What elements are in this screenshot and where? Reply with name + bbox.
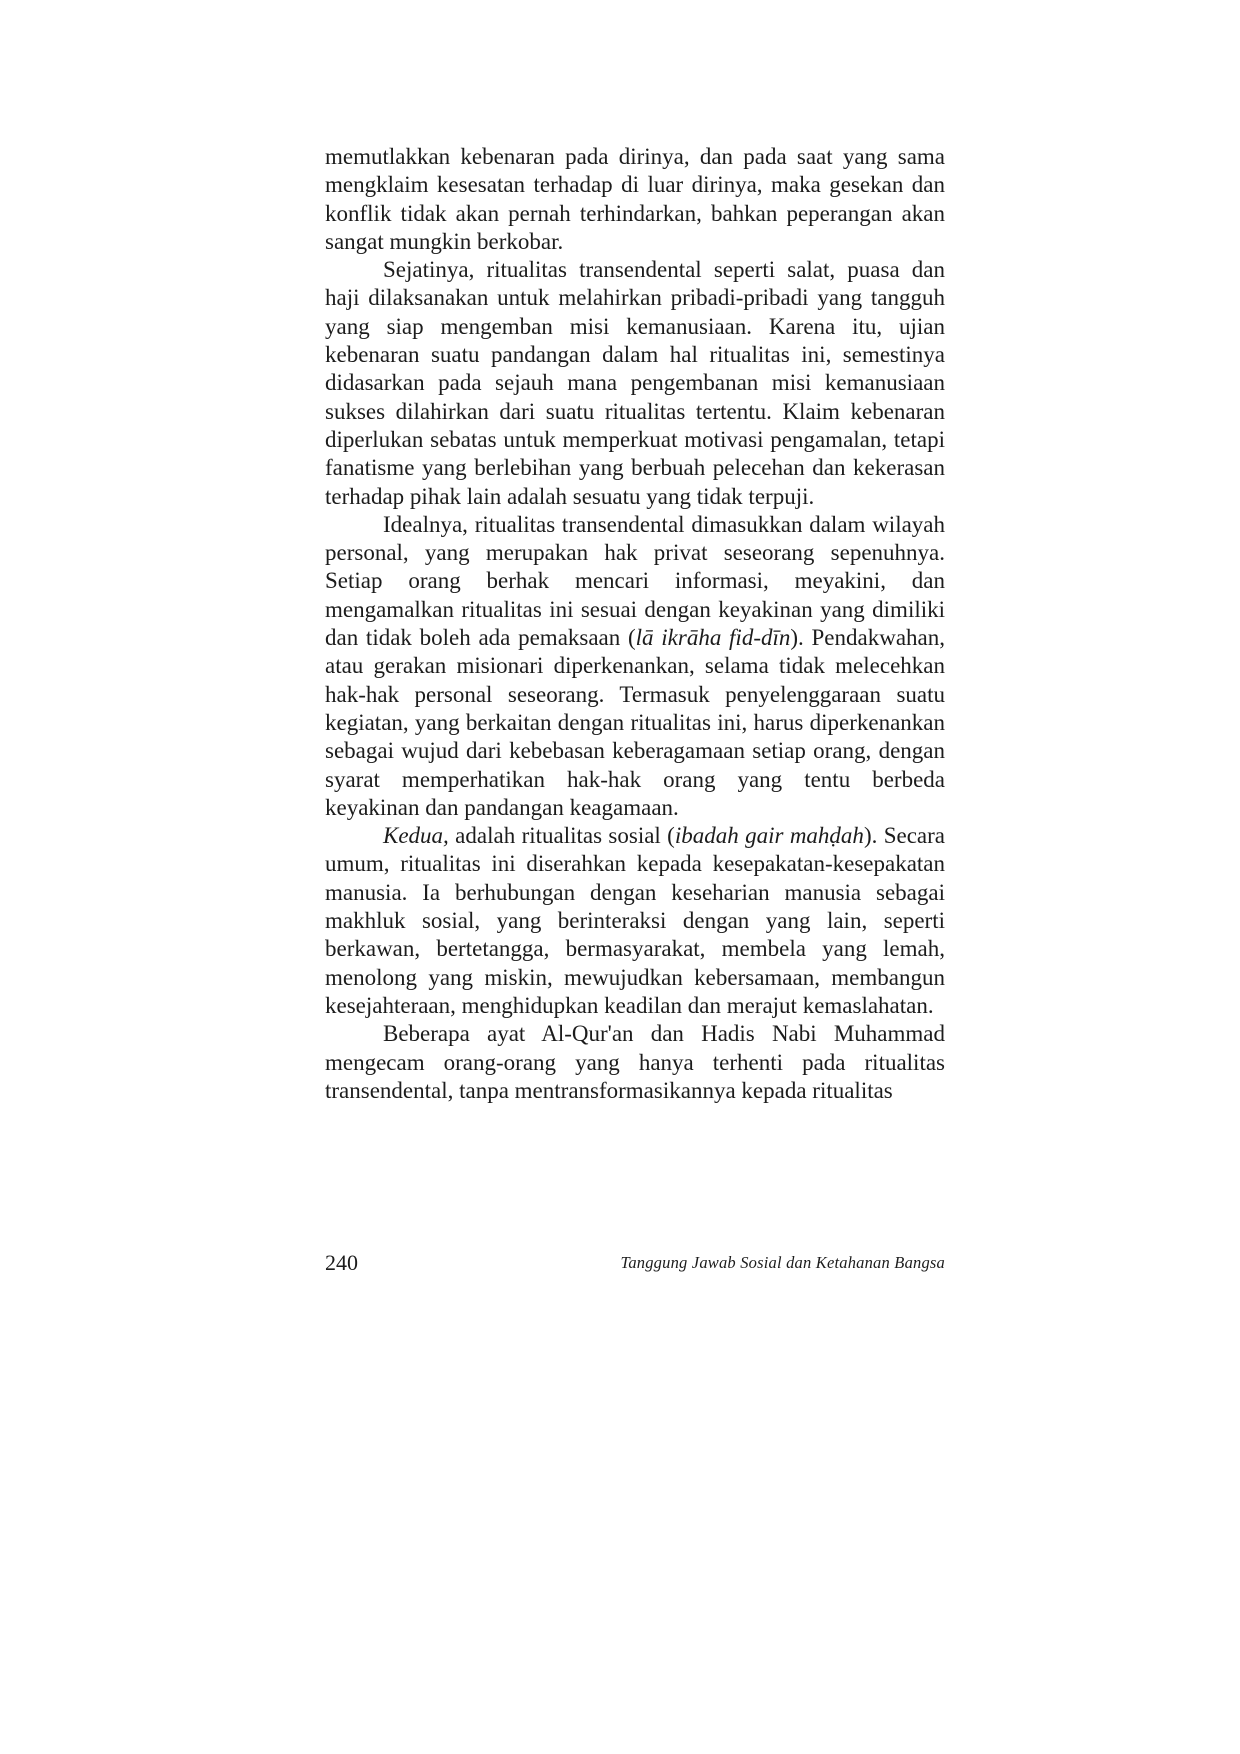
italic-phrase: lā ikrāha fid-dīn [635,625,791,651]
text-run: Idealnya, ritualitas transendental dimasukkan dalam wilayah personal, yang merupakan hak privat seseorang sepenuhnya. Setiap orang berhak mencari informasi, meyakini, dan mengamalkan ritualitas ini sesuai dengan keyakinan yang dimiliki dan tidak boleh ada pemaksaan ( [325,511,945,651]
paragraph-2 [325,256,945,511]
running-title: Tanggung Jawab Sosial dan Ketahanan Bangsa [620,1253,945,1272]
text-run: memutlakkan kebenaran pada dirinya, dan pada saat yang sama mengklaim kesesatan terhadap di luar dirinya, maka gesekan dan konflik tidak akan pernah terhindarkan, bahkan peperangan akan sangat mungkin berkobar. [325,144,945,254]
text-run: Sejatinya, ritualitas transendental seperti salat, puasa dan haji dilaksanakan untuk melahirkan pribadi-pribadi yang tangguh yang siap mengemban misi kemanusiaan. Karena itu, ujian kebenaran suatu pandangan dalam hal ritualitas ini, semestinya didasarkan pada sejauh mana pengembanan misi kemanusiaan sukses dilahirkan dari suatu ritualitas tertentu. Klaim kebenaran diperlukan sebatas untuk memperkuat motivasi pengamalan, tetapi fanatisme yang berlebihan yang berbuah pelecehan dan kekerasan terhadap pihak lain adalah sesuatu yang tidak terpuji. [325,257,945,509]
text-run: Beberapa ayat Al-Qur'an dan Hadis Nabi Muhammad mengecam orang-orang yang hanya terhenti pada ritualitas transendental, tanpa mentransformasikannya kepada ritualitas [325,1021,945,1103]
paragraph-3 [325,511,945,822]
italic-phrase: Kedua, [383,823,449,849]
paragraph-5 [325,1020,945,1105]
page-number: 240 [325,1250,358,1275]
text-run: adalah ritualitas sosial ( [448,823,675,849]
page-footer [325,1250,945,1280]
paragraph-1 [325,143,945,256]
text-run: ). Pendakwahan, atau gerakan misionari diperkenankan, selama tidak melecehkan hak-hak personal seseorang. Termasuk penyelenggaraan suatu kegiatan, yang berkaitan dengan ritualitas ini, harus diperkenankan sebagai wujud dari kebebasan keberagamaan setiap orang, dengan syarat memperhatikan hak-hak orang yang tentu berbeda keyakinan dan pandangan keagamaan. [325,625,945,820]
italic-phrase: ibadah gair mahḍah [674,823,864,849]
page-body [325,143,945,1105]
text-run: ). Secara umum, ritualitas ini diserahkan kepada kesepakatan-kesepakatan manusia. Ia berhubungan dengan keseharian manusia sebagai makhluk sosial, yang berinteraksi dengan yang lain, seperti berkawan, bertetangga, bermasyarakat, membela yang lemah, menolong yang miskin, mewujudkan kebersamaan, membangun kesejahteraan, menghidupkan keadilan dan merajut kemaslahatan. [325,823,946,1018]
paragraph-4 [325,822,945,1020]
